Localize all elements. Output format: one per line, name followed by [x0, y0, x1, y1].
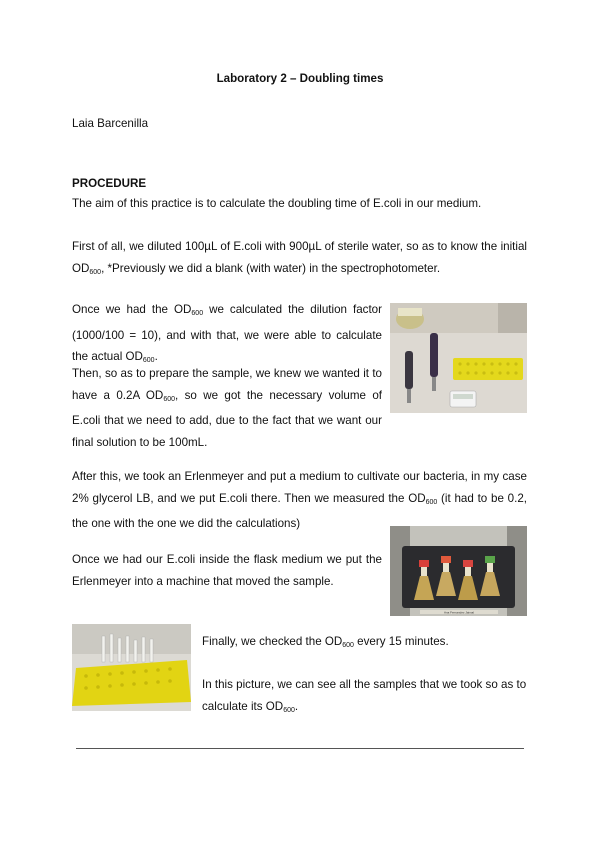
author-name: Laia Barcenilla [72, 117, 149, 130]
photo-incubator-flasks [390, 526, 527, 616]
paragraph-check-interval: Finally, we checked the $OD_{600}$ every 15 minutes. [202, 635, 449, 649]
photo-label: Ana Fernandez Jaimal [443, 610, 475, 615]
paragraph-dilution-factor: Once we had the $OD_{600}$ we calculated the dilution factor (1000/100 = 10), and with that, we were able to calculate the actual $OD_{600}$. [72, 303, 382, 364]
paragraph-erlenmeyer: After this, we took an Erlenmeyer and put a medium to cultivate our bacteria, in my case 2% glycerol LB, and we put E.coli there. Then we measured the $OD_{600}$ (it had to be 0.2, the one with the one we did the calculations) [72, 470, 527, 530]
paragraph-samples-picture: In this picture, we can see all the samples that we took so as to calculate its $OD_{600}$. [202, 678, 527, 714]
page-title: Laboratory 2 – Doubling times [216, 72, 384, 85]
paragraph-aim: The aim of this practice is to calculate the doubling time of E.coli in our medium. [72, 197, 482, 210]
paragraph-dilution: First of all, we diluted 100µL of E.coli with 900µL of sterile water, so as to know the initial $OD_{600}$, *Previously we did a blank (with water) in the spectrophotometer. [72, 240, 527, 276]
section-heading: PROCEDURE [72, 177, 147, 190]
photo-sample-rack [72, 624, 191, 711]
paragraph-sample-prep: Then, so as to prepare the sample, we knew we wanted it to have a 0.2A $OD_{600}$, so we got the necessary volume of E.coli that we need to add, due to the fact that we want our final solution to be 100mL. [72, 367, 383, 449]
photo-pipettes [390, 303, 527, 413]
footer-divider [76, 748, 524, 749]
paragraph-shaker: Once we had our E.coli inside the flask medium we put the Erlenmeyer into a machine that moved the sample. [72, 553, 382, 588]
